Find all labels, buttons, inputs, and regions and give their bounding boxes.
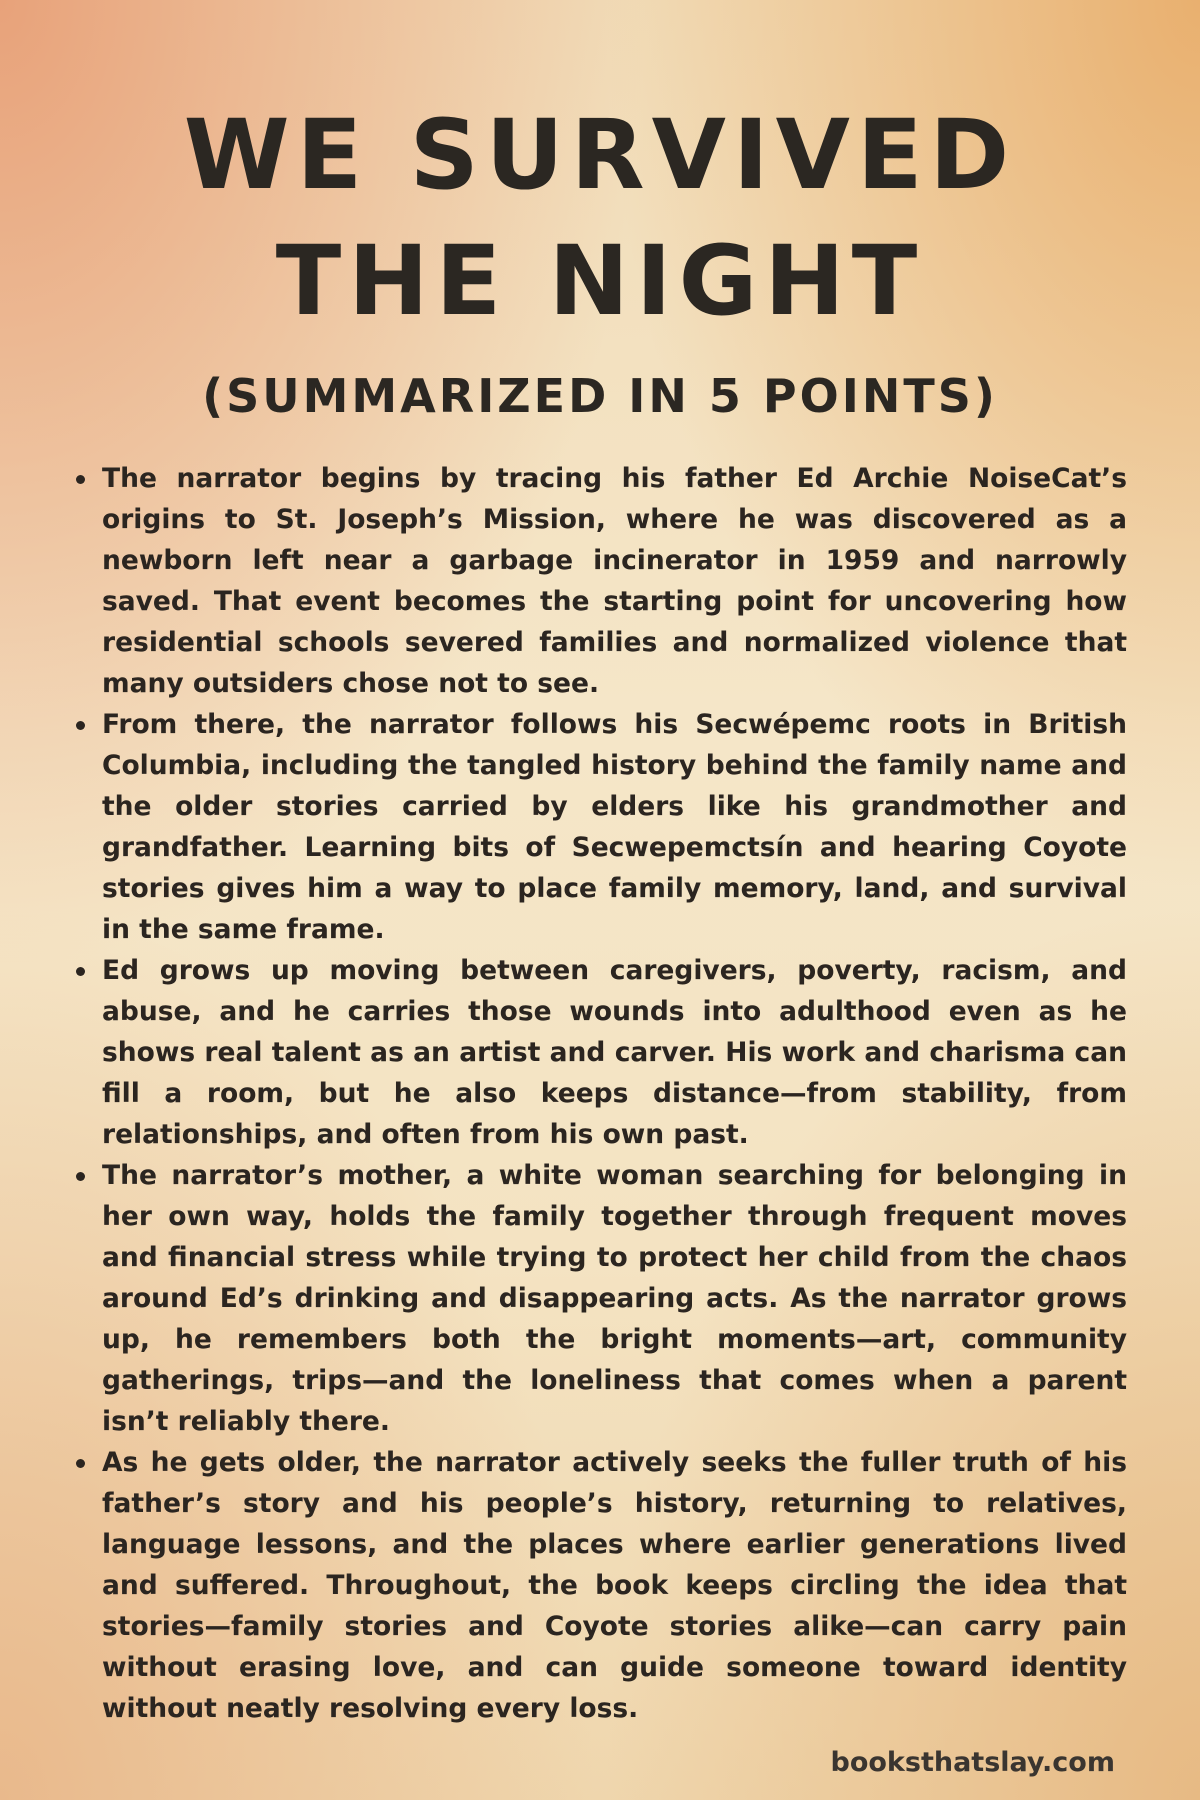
summary-point-1 <box>72 458 1127 704</box>
summary-points-list <box>72 458 1127 1729</box>
summary-point-3 <box>72 950 1127 1155</box>
bullet-icon <box>76 1459 85 1468</box>
bullet-icon <box>76 1172 85 1181</box>
summary-point-text: Ed grows up moving between caregivers, poverty, racism, and abuse, and he carries those wounds into adulthood even as he shows real talent as an artist and carver. His work and charisma can fill a room, but he also keeps distance—from stability, from relationships, and often from his own past. <box>102 955 1127 1150</box>
summary-point-text: As he gets older, the narrator actively seeks the fuller truth of his father’s story and his people’s history, returning to relatives, language lessons, and the places where earlier generations lived and suffered. Throughout, the book keeps circling the idea that stories—family stories and Coyote stories alike—can carry pain without erasing love, and can guide someone toward identity without neatly resolving every loss. <box>102 1447 1127 1724</box>
summary-point-text: The narrator begins by tracing his father Ed Archie NoiseCat’s origins to St. Joseph’s Mission, where he was discovered as a newborn left near a garbage incinerator in 1959 and narrowly saved. That event becomes the starting point for uncovering how residential schools severed families and normalized violence that many outsiders chose not to see. <box>102 463 1127 699</box>
summary-point-4 <box>72 1155 1127 1442</box>
summary-point-text: From there, the narrator follows his Secwépemc roots in British Columbia, including the tangled history behind the family name and the older stories carried by elders like his grandmother and grandfather. Learning bits of Secwepemctsín and hearing Coyote stories gives him a way to place family memory, land, and survival in the same frame. <box>102 709 1127 945</box>
summary-point-5 <box>72 1442 1127 1729</box>
summary-point-text: The narrator’s mother, a white woman searching for belonging in her own way, holds the family together through frequent moves and financial stress while trying to protect her child from the chaos around Ed’s drinking and disappearing acts. As the narrator grows up, he remembers both the bright moments—art, community gatherings, trips—and the loneliness that comes when a parent isn’t reliably there. <box>102 1160 1127 1437</box>
bullet-icon <box>76 475 85 484</box>
page-subtitle: (SUMMARIZED IN 5 POINTS) <box>202 369 998 423</box>
bullet-icon <box>76 721 85 730</box>
summary-point-2 <box>72 704 1127 950</box>
site-watermark: booksthatslay.com <box>830 1747 1115 1778</box>
page-title: WE SURVIVED THE NIGHT <box>183 99 1017 337</box>
bullet-icon <box>76 967 85 976</box>
